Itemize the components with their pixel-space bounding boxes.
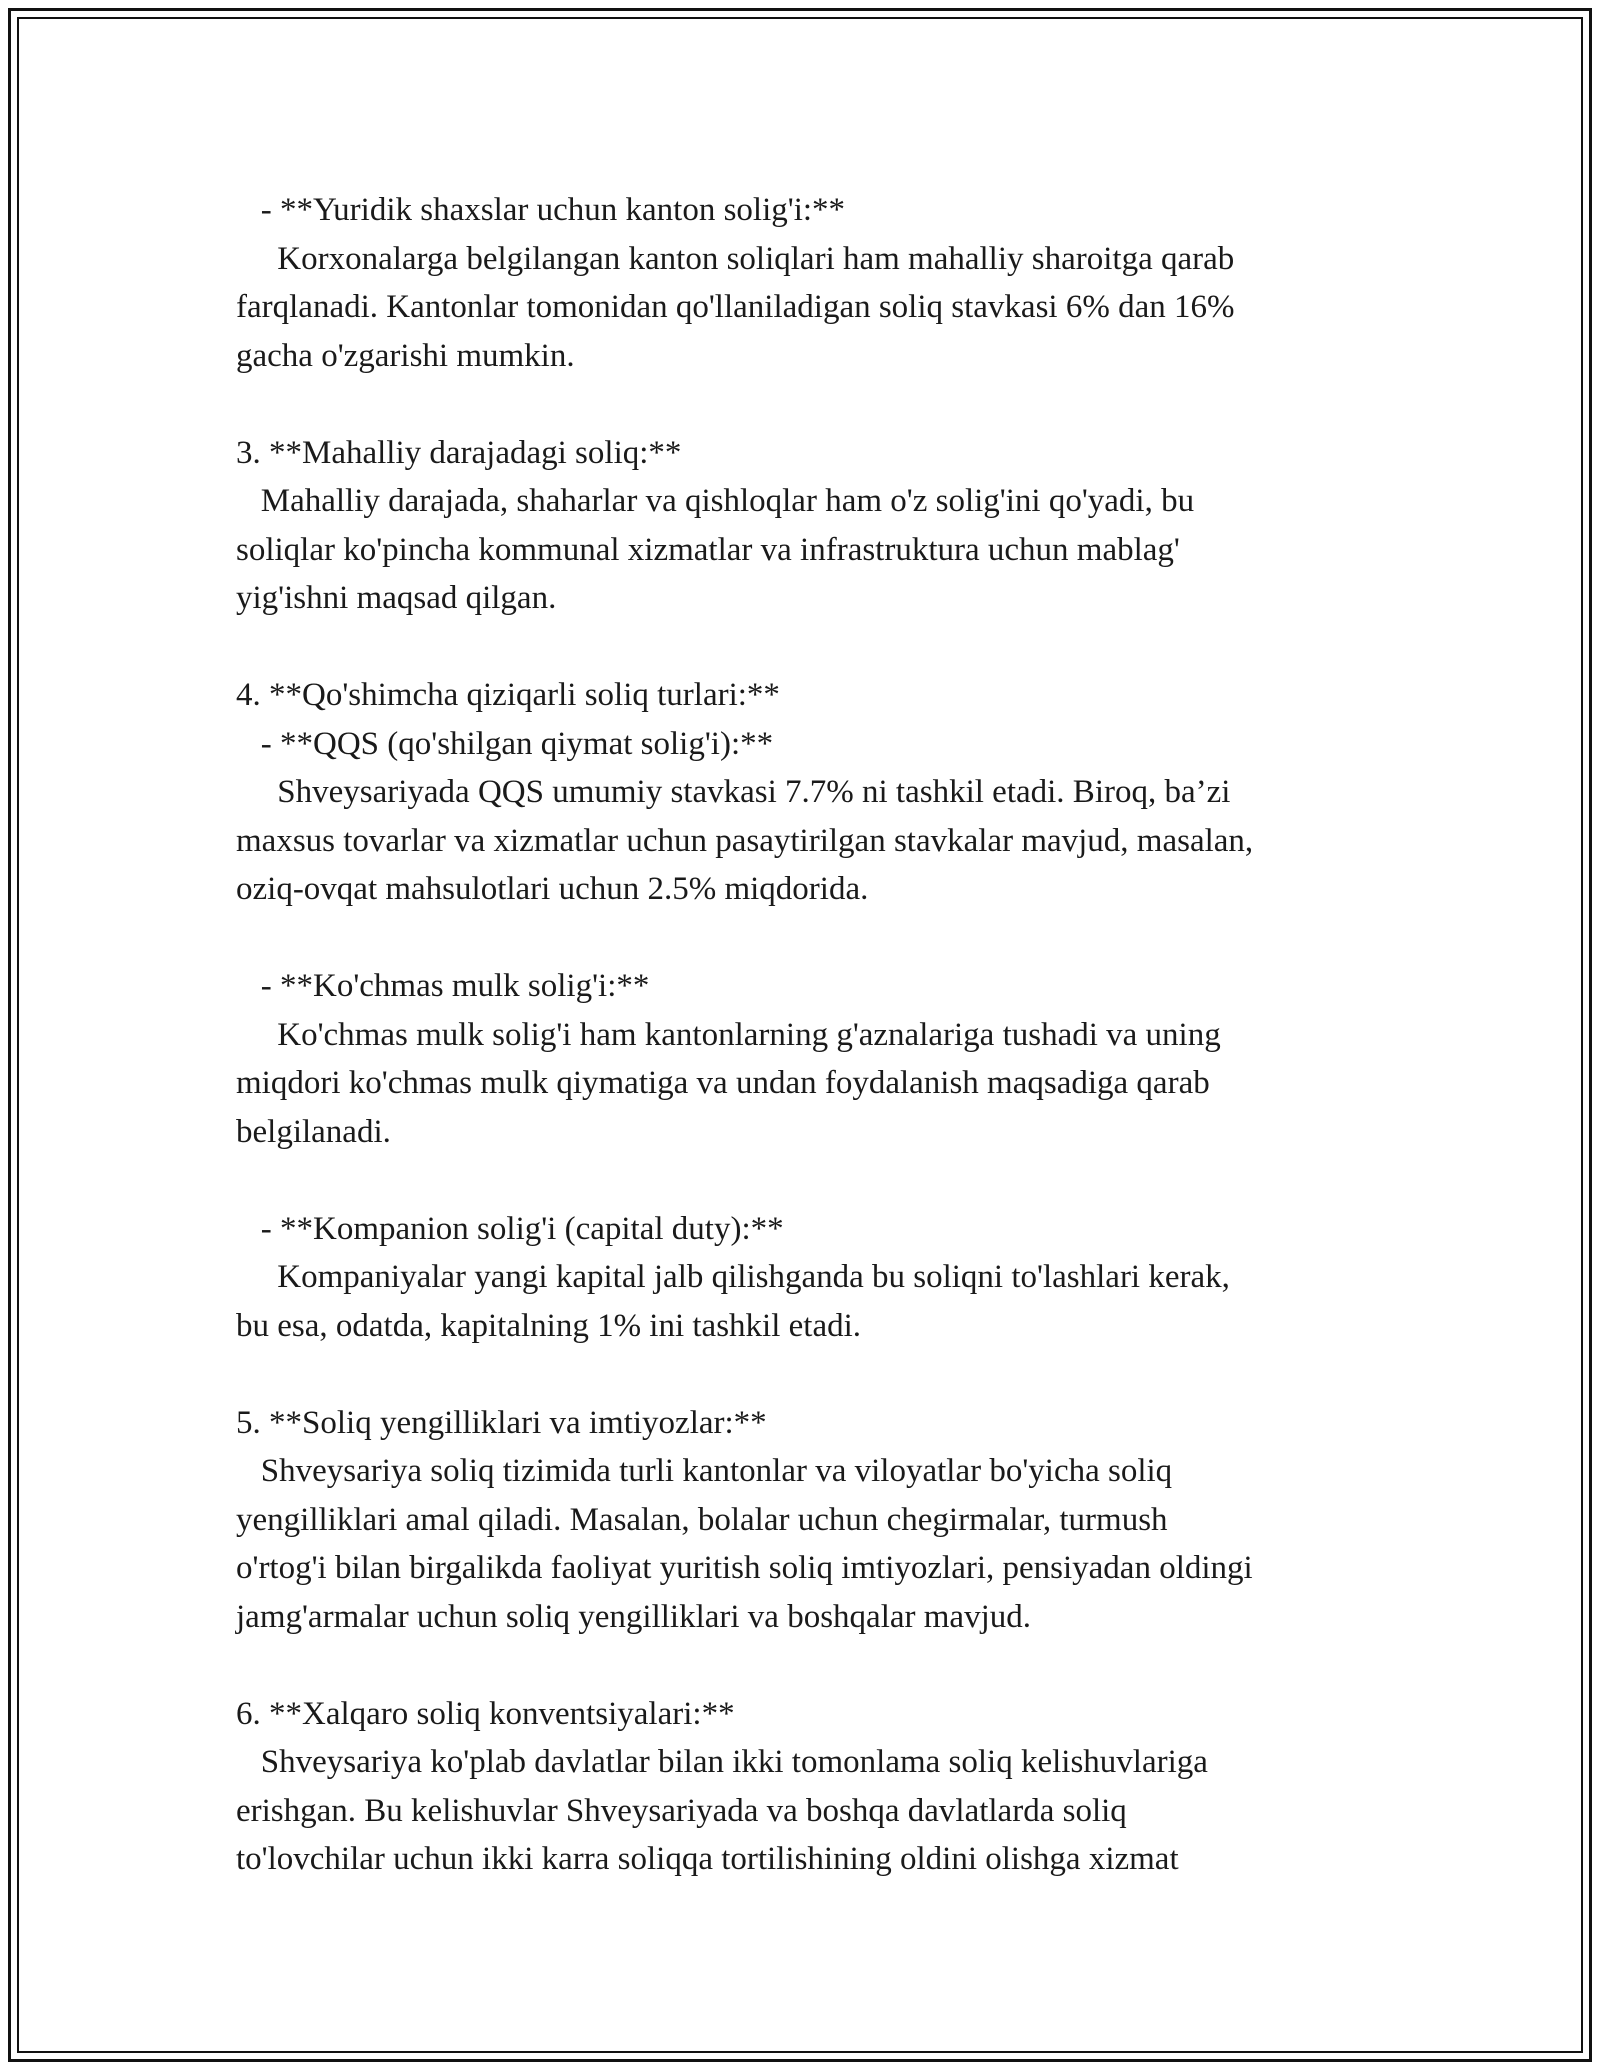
text-line: soliqlar ko'pincha kommunal xizmatlar va infrastruktura uchun mablag': [236, 531, 1180, 568]
blank-line: [236, 1156, 1376, 1205]
text-line: Shveysariyada QQS umumiy stavkasi 7.7% ni tashkil etadi. Biroq, ba’zi: [236, 774, 1231, 810]
text-line: - **Kompanion solig'i (capital duty):**: [236, 1210, 784, 1247]
blank-line: [236, 1350, 1376, 1399]
text-line: erishgan. Bu kelishuvlar Shveysariyada va boshqa davlatlarda soliq: [236, 1792, 1127, 1829]
text-line: 4. **Qo'shimcha qiziqarli soliq turlari:**: [236, 677, 780, 713]
text-line: Mahalliy darajada, shaharlar va qishloqlar ham o'z solig'ini qo'yadi, bu: [236, 483, 1195, 519]
blank-line: [236, 1641, 1376, 1690]
text-line: Shveysariya soliq tizimida turli kantonlar va viloyatlar bo'yicha soliq: [236, 1453, 1173, 1489]
text-line: to'lovchilar uchun ikki karra soliqqa tortilishining oldini olishga xizmat: [236, 1841, 1179, 1877]
text-line: miqdori ko'chmas mulk qiymatiga va undan foydalanish maqsadiga qarab: [236, 1065, 1210, 1101]
text-line: - **Ko'chmas mulk solig'i:**: [236, 968, 650, 1004]
text-line: yig'ishni maqsad qilgan.: [236, 580, 557, 616]
text-line: jamg'armalar uchun soliq yengilliklari va boshqalar mavjud.: [236, 1598, 1031, 1635]
text-line: farqlanadi. Kantonlar tomonidan qo'llaniladigan soliq stavkasi 6% dan 16%: [236, 289, 1235, 325]
text-line: oziq-ovqat mahsulotlari uchun 2.5% miqdorida.: [236, 871, 869, 907]
text-line: Korxonalarga belgilangan kanton soliqlari ham mahalliy sharoitga qarab: [236, 240, 1235, 277]
text-line: belgilanadi.: [236, 1113, 391, 1150]
text-line: gacha o'zgarishi mumkin.: [236, 337, 575, 374]
text-line: Ko'chmas mulk solig'i ham kantonlarning g'aznalariga tushadi va uning: [236, 1016, 1221, 1053]
text-line: 3. **Mahalliy darajadagi soliq:**: [236, 434, 682, 471]
text-line: 5. **Soliq yengilliklari va imtiyozlar:**: [236, 1404, 767, 1441]
text-line: maxsus tovarlar va xizmatlar uchun pasaytirilgan stavkalar mavjud, masalan,: [236, 822, 1254, 859]
text-line: Kompaniyalar yangi kapital jalb qilishganda bu soliqni to'lashlari kerak,: [236, 1259, 1230, 1295]
text-line: Shveysariya ko'plab davlatlar bilan ikki tomonlama soliq kelishuvlariga: [236, 1744, 1208, 1780]
document-body: [236, 186, 1376, 1884]
blank-line: [236, 380, 1376, 429]
text-line: - **Yuridik shaxslar uchun kanton solig'i:**: [236, 192, 846, 228]
text-line: 6. **Xalqaro soliq konventsiyalari:**: [236, 1695, 735, 1732]
text-line: bu esa, odatda, kapitalning 1% ini tashkil etadi.: [236, 1307, 862, 1344]
text-line: - **QQS (qo'shilgan qiymat solig'i):**: [236, 725, 774, 762]
blank-line: [236, 914, 1376, 963]
text-line: yengilliklari amal qiladi. Masalan, bolalar uchun chegirmalar, turmush: [236, 1501, 1168, 1538]
text-line: o'rtog'i bilan birgalikda faoliyat yuritish soliq imtiyozlari, pensiyadan oldingi: [236, 1550, 1253, 1586]
blank-line: [236, 623, 1376, 672]
